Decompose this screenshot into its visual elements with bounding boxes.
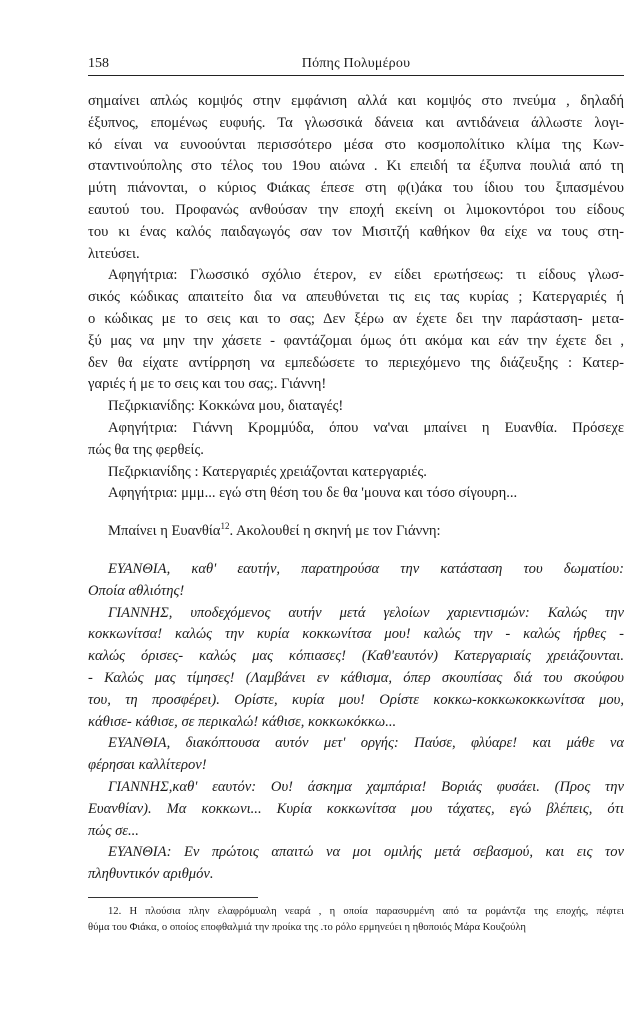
footnote-line: θύμα του Φιάκα, ο οποίος εποφθαλμιά την προίκα της .το ρόλο ερμηνεύει η ηθοποιός Μάρα Κουζούλη (88, 922, 526, 933)
text-line: Πεζιρκιανίδης: Κοκκώνα μου, διαταγές! (108, 398, 344, 415)
text-line: σικός κώδικας απαιτείτο δια να απευθύνεται τις εις τας κυρίας ; Κατεργαριές ή (88, 289, 624, 306)
text-line: κοκκωνίτσα! καλώς την κυρία κοκκωνίτσα μου! καλώς την - καλώς ήρθες - (88, 626, 624, 643)
dialogue-paragraph (88, 733, 624, 777)
text-line: ΓΙΑΝΝΗΣ,καθ' εαυτόν: Ου! άσκημα χαμπάρια! Βοριάς φυσάει. (Προς την (108, 778, 624, 795)
text-line: ξύ μας να μην την χάσετε - φαντάζομαι όμως ότι ακόμα και εάν την έχετε δει , (88, 332, 624, 349)
paragraph (88, 91, 624, 265)
text-line: ΕΥΑΝΘΙΑ, διακόπτουσα αυτόν μετ' οργής: Παύσε, φλύαρε! και μάθε να (108, 735, 624, 752)
dialogue-paragraph (88, 842, 624, 886)
text-line: λιτεύσει. (88, 245, 140, 262)
text-line: φέρησαι καλλίτερον! (88, 757, 207, 774)
text-line: έξυπνος, επομένως ευφυής. Τα γλωσσικά δάνεια και αντιδάνεια άλλωστε λογι- (88, 114, 624, 131)
text-line: πληθυντικόν αριθμόν. (88, 866, 214, 883)
dialogue-paragraph (88, 603, 624, 734)
header-rule (88, 75, 624, 76)
text-line: γαριές ή με το σεις και του σας;. Γιάννη! (88, 376, 327, 393)
text-line: - Καλώς μας τίμησες! (Λαμβάνει εν κάθισμα, όπερ σκουπίσας διά του σκούφου (88, 669, 624, 686)
text-line: πώς σε... (88, 822, 139, 839)
body-text (88, 91, 624, 886)
text-line: κό είναι να ευνοούνται περισσότερο μέσα στο κοσμοπολίτικο κλίμα της Κων- (88, 136, 624, 153)
text-line: σημαίνει απλώς κομψός στην εμφάνιση αλλά και κομψός στο πνεύμα , δηλαδή (88, 93, 624, 109)
text-line: ΓΙΑΝΝΗΣ, υποδεχόμενος αυτήν μετά γελοίων χαριεντισμών: Καλώς την (108, 604, 624, 621)
text-line: ο κώδικας με το σεις και το σας; Δεν ξέρω αν έχετε δει την παράσταση- μετα- (88, 310, 624, 327)
text-line: του κι ένας καλός παιδαγωγός σαν τον Μισιτζή καθήκον θα είχε να τους στη- (88, 223, 624, 240)
text-run: . Ακολουθεί η σκηνή με τον Γιάννη: (229, 523, 441, 540)
text-line: δεν θα είχατε αντίρρηση να εμπεδώσετε το περιεχόμενο της διάζευξης : Κατερ- (88, 354, 624, 371)
paragraph (88, 521, 624, 543)
text-line: ΕΥΑΝΘΙΑ: Εν πρώτοις απαιτώ να μοι ομιλής μετά σεβασμού, και εις τον (108, 844, 624, 861)
paragraph (88, 418, 624, 462)
page-number: 158 (88, 56, 109, 71)
text-line: του, τη προσφέρει). Ορίστε, κυρία μου! Ορίστε κοκκω-κοκκωκοκκωνίτσα μου, (88, 691, 624, 708)
paragraph (88, 462, 624, 484)
text-line: Πεζιρκιανίδης : Κατεργαριές χρειάζονται κατεργαριές. (108, 463, 427, 480)
dialogue-paragraph (88, 777, 624, 842)
text-line: καλώς όρισες- καλώς μας κόπιασες! (Καθ'εαυτόν) Κατεργαριαίς χρειάζουνται. (88, 648, 624, 665)
page-header (88, 56, 624, 76)
text-run: Μπαίνει η Ευανθία (108, 523, 221, 540)
running-head: Πόπης Πολυμέρου (301, 56, 411, 71)
text-line: ΕΥΑΝΘΙΑ, καθ' εαυτήν, παρατηρούσα την κατάσταση του δωματίου: (108, 560, 624, 577)
footnote-rule (88, 897, 258, 898)
paragraph (88, 265, 624, 396)
text-line: Αφηγήτρια: μμμ... εγώ στη θέση του δε θα 'μουνα και τόσο σίγουρη... (108, 485, 518, 502)
spacer (88, 543, 624, 559)
footnote (88, 904, 624, 936)
text-line: κάθισε- κάθισε, σε περικαλώ! κάθισε, κοκκωκόκκω... (88, 713, 397, 730)
paragraph (88, 483, 624, 505)
text-line: σταντινούπολης στο τέλος του 19ου αιώνα . Κι επειδή τα έξυπνα πουλιά από τη (88, 158, 624, 175)
footnote-line: 12. Η πλούσια πλην ελαφρόμυαλη νεαρά , η οποία παρασυρμένη από τα ρομάντζα της εποχής, πέφτει (108, 906, 624, 917)
text-line: πώς θα της φερθείς. (88, 441, 204, 458)
spacer (88, 505, 624, 521)
footnote-reference[interactable]: 12 (220, 521, 230, 532)
paragraph (88, 396, 624, 418)
text-line: Αφηγήτρια: Γιάννη Κρομμύδα, όπου να'ναι μπαίνει η Ευανθία. Πρόσεχε (108, 419, 624, 436)
text-line: μύτη πιάνονται, ο κύριος Φιάκας έπεσε στη φ(ι)άκα του ίδιου του ξιπασμένου (88, 180, 624, 197)
text-line: Ευανθίαν). Μα κοκκωνι... Κυρία κοκκωνίτσα μου τάχατες, εγώ βλέπεις, ότι (88, 800, 624, 817)
dialogue-paragraph (88, 559, 624, 603)
text-line: Οποία αθλιότης! (88, 582, 185, 599)
text-line (88, 521, 624, 543)
text-line: εαυτού του. Προφανώς ανθούσαν την εποχή εκείνη οι λιμοκοντόροι του είδους (88, 201, 624, 218)
text-line: Αφηγήτρια: Γλωσσικό σχόλιο έτερον, εν είδει ερωτήσεως: τι είδους γλωσ- (108, 267, 624, 284)
